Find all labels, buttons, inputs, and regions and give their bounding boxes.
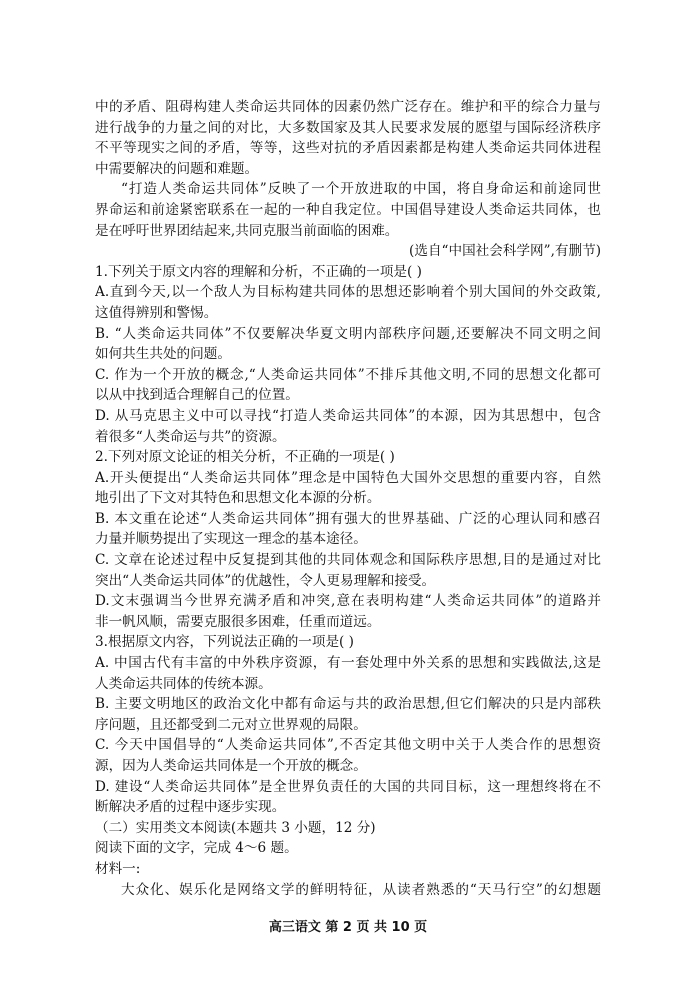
text-line: A. 中国古代有丰富的中外秩序资源，有一套处理中外关系的思想和实践做法,这是 (95, 655, 601, 672)
text-line: 进行战争的力量之间的对比，大多数国家及其人民要求发展的愿望与国际经济秩序 (95, 119, 601, 136)
text-line: 1.下列关于原文内容的理解和分析，不正确的一项是( ) (95, 263, 422, 280)
text-line: 2.下列对原文论证的相关分析，不正确的一项是( ) (95, 449, 395, 466)
text-line: 界命运和前途紧密联系在一起的一种自我定位。中国倡导建设人类命运共同体，也 (95, 201, 601, 218)
text-line: 地引出了下文对其特色和思想文化本源的分析。 (95, 490, 381, 507)
text-line: 这值得辨别和警惕。 (95, 304, 218, 321)
text-line: “打造人类命运共同体”反映了一个开放进取的中国，将自身命运和前途同世 (121, 181, 601, 198)
text-line: 人类命运共同体的传统本源。 (95, 675, 272, 692)
text-line: 是在呼吁世界团结起来,共同克服当前面临的困难。 (95, 222, 399, 239)
text-line: 力量并顺势提出了实现这一理念的基本途径。 (95, 531, 367, 548)
text-line: 着很多“人类命运与共”的资源。 (95, 428, 286, 445)
text-line: D. 从马克思主义中可以寻找“打造人类命运共同体”的本源，因为其思想中，包含 (95, 407, 601, 424)
text-line: 阅读下面的文字，完成 4～6 题。 (95, 840, 298, 857)
text-line: C. 作为一个开放的概念,“人类命运共同体”不排斥其他文明,不同的思想文化都可 (95, 366, 601, 383)
text-line: 不平等现实之间的矛盾，等等，这些对抗的矛盾因素都是构建人类命运共同体进程 (95, 140, 601, 157)
text-line: B. 本文重在论述“人类命运共同体”拥有强大的世界基础、广泛的心理认同和感召 (95, 510, 601, 527)
text-line: 3.根据原文内容，下列说法正确的一项是( ) (95, 634, 354, 651)
text-line: 非一帆风顺，需要克服很多困难，任重而道远。 (95, 613, 381, 630)
text-line: 材料一: (95, 860, 141, 877)
text-line: 以从中找到适合理解自己的位置。 (95, 387, 299, 404)
text-line: 大众化、娱乐化是网络文学的鲜明特征，从读者熟悉的“天马行空”的幻想题 (121, 881, 601, 898)
text-line: C. 今天中国倡导的“人类命运共同体”,不否定其他文明中关于人类合作的思想资 (95, 737, 601, 754)
exam-text-body (95, 97, 601, 900)
text-line: A.开头便提出“人类命运共同体”理念是中国特色大国外交思想的重要内容，自然 (95, 469, 601, 486)
text-line: （二）实用类文本阅读(本题共 3 小题，12 分) (95, 819, 376, 836)
text-line: B. 主要文明地区的政治文化中都有命运与共的政治思想,但它们解决的只是内部秩 (95, 696, 601, 713)
text-line: C. 文章在论述过程中反复提到其他的共同体观念和国际秩序思想,目的是通过对比 (95, 552, 601, 569)
text-line: 如何共生共处的问题。 (95, 346, 231, 363)
text-line: 序问题，且还都受到二元对立世界观的局限。 (95, 716, 367, 733)
text-line: 突出“人类命运共同体”的优越性，令人更易理解和接受。 (95, 572, 436, 589)
text-line: 源，因为人类命运共同体是一个开放的概念。 (95, 758, 367, 774)
text-line: D.文末强调当今世界充满矛盾和冲突,意在表明构建“人类命运共同体”的道路并 (95, 593, 601, 610)
text-line: 中需要解决的问题和难题。 (95, 160, 259, 177)
text-line: 中的矛盾、阻碍构建人类命运共同体的因素仍然广泛存在。维护和平的综合力量与 (95, 99, 601, 115)
text-line: 断解决矛盾的过程中逐步实现。 (95, 799, 286, 816)
text-line: (选自“中国社会科学网”,有删节) (409, 243, 601, 260)
text-line: B. “人类命运共同体”不仅要解决华夏文明内部秩序问题,还要解决不同文明之间 (95, 325, 601, 342)
text-line: A.直到今天,以一个敌人为目标构建共同体的思想还影响着个别大国间的外交政策, (95, 284, 601, 301)
page-footer: 高三语文 第 2 页 共 10 页 (268, 920, 428, 935)
text-line: D. 建设“人类命运共同体”是全世界负责任的大国的共同目标，这一理想终将在不 (95, 778, 601, 795)
